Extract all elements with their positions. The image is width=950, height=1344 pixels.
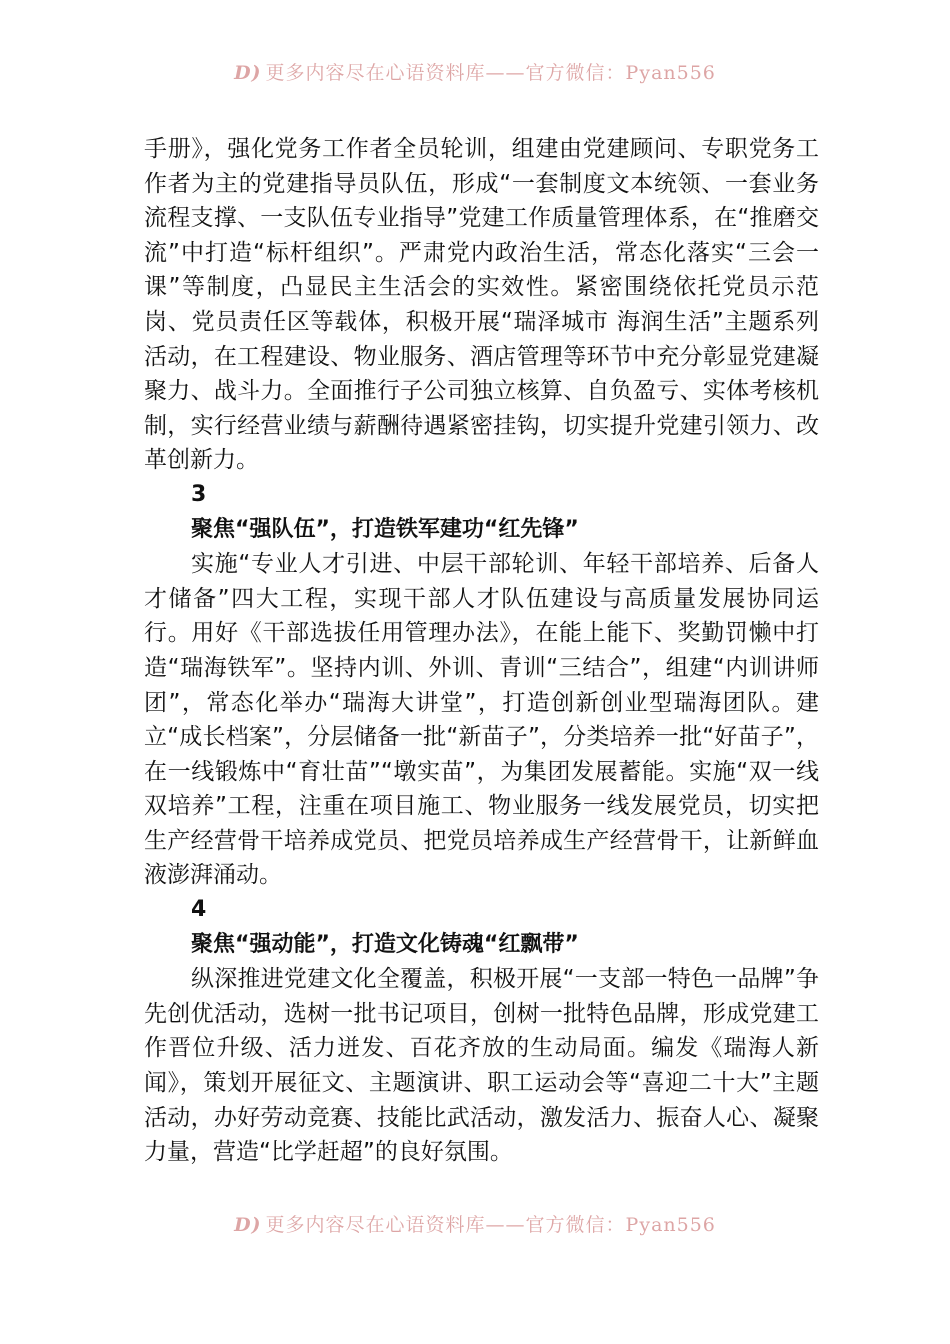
document-body <box>144 132 819 1170</box>
watermark-header <box>0 58 950 85</box>
section-4-number: 4 <box>191 897 207 923</box>
paragraph-continued: 手册》，强化党务工作者全员轮训，组建由党建顾问、专职党务工作者为主的党建指导员队伍，形成“一套制度文本统领、一套业务流程支撑、一支队伍专业指导”党建工作质量管理体系，在“推磨交流”中打造“标杆组织”。严肃党内政治生活，常态化落实“三会一课”等制度，凸显民主生活会的实效性。紧密围绕依托党员示范岗、党员责任区等载体，积极开展“瑞泽城市 海润生活”主题系列活动，在工程建设、物业服务、酒店管理等环节中充分彰显党建凝聚力、战斗力。全面推行子公司独立核算、自负盈亏、实体考核机制，实行经营业绩与薪酬待遇紧密挂钩，切实提升党建引领力、改革创新力。 <box>144 136 819 474</box>
watermark-footer <box>0 1210 950 1237</box>
watermark-logo: D) <box>234 1214 262 1236</box>
section-3-body: 实施“专业人才引进、中层干部轮训、年轻干部培养、后备人才储备”四大工程，实现干部人才队伍建设与高质量发展协同运行。用好《干部选拔任用管理办法》，在能上能下、奖勤罚懒中打造“瑞海铁军”。坚持内训、外训、青训“三结合”，组建“内训讲师团”，常态化举办“瑞海大讲堂”，打造创新创业型瑞海团队。建立“成长档案”，分层储备一批“新苗子”，分类培养一批“好苗子”，在一线锻炼中“育壮苗”“墩实苗”，为集团发展蓄能。实施“双一线双培养”工程，注重在项目施工、物业服务一线发展党员，切实把生产经营骨干培养成党员、把党员培养成生产经营骨干，让新鲜血液澎湃涌动。 <box>144 551 819 889</box>
section-4-title: 聚焦“强动能”，打造文化铸魂“红飘带” <box>191 931 579 957</box>
section-4-body: 纵深推进党建文化全覆盖，积极开展“一支部一特色一品牌”争先创优活动，选树一批书记项目，创树一批特色品牌，形成党建工作晋位升级、活力迸发、百花齐放的生动局面。编发《瑞海人新闻》，策划开展征文、主题演讲、职工运动会等“喜迎二十大”主题活动，办好劳动竞赛、技能比武活动，激发活力、振奋人心、凝聚力量，营造“比学赶超”的良好氛围。 <box>144 966 819 1166</box>
section-3-number: 3 <box>191 481 207 507</box>
section-3-title: 聚焦“强队伍”，打造铁军建功“红先锋” <box>191 516 579 542</box>
watermark-logo: D) <box>234 62 262 84</box>
watermark-text: 更多内容尽在心语资料库——官方微信：Pyan556 <box>265 1214 716 1236</box>
watermark-text: 更多内容尽在心语资料库——官方微信：Pyan556 <box>265 62 716 84</box>
